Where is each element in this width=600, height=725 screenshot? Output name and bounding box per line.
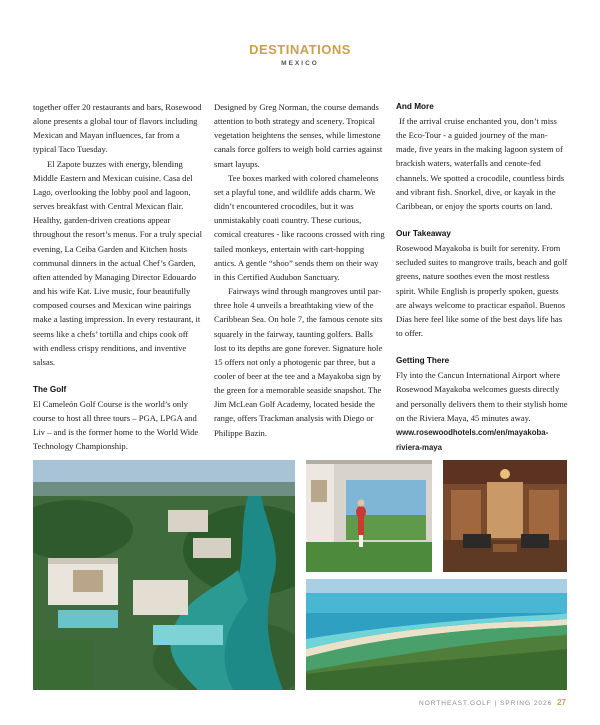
- resort-website-link[interactable]: www.rosewoodhotels.com/en/mayakoba-riviera-maya: [396, 427, 549, 452]
- issue-date: SPRING 2026: [500, 700, 553, 707]
- paragraph: El Cameleón Golf Course is the world’s only course to host all three tours – PGA, LPGA and Liv – and is the former home to the World Wide Technology Championship.: [33, 398, 199, 452]
- heading-the-golf: The Golf: [33, 384, 67, 394]
- heading-getting-there: Getting There: [396, 356, 450, 366]
- coastline-aerial-photo: [306, 579, 567, 690]
- resort-aerial-photo: [33, 460, 295, 690]
- text-column-2: [214, 100, 386, 440]
- footer-separator: |: [494, 700, 498, 707]
- page-number: 27: [557, 698, 566, 707]
- text-column-3: [396, 100, 568, 455]
- golf-academy-photo: [306, 460, 432, 572]
- heading-and-more: And More: [396, 102, 434, 111]
- paragraph: Rosewood Mayakoba is built for serenity. From secluded suites to mangrove trails, beach and golf greens, nature soothes even the most restless spirit. While English is properly spoken, guests are always welcome to practicar español. Buenos Días here feel like some of the best days life has to offer.: [396, 243, 568, 339]
- heading-our-takeaway: Our Takeaway: [396, 229, 451, 239]
- page-footer: [419, 698, 566, 707]
- paragraph: Designed by Greg Norman, the course demands attention to both strategy and scenery. Tropical vegetation heightens the senses, while limestone canals force golfers to weigh bold carries against smart layups.: [214, 102, 383, 169]
- section-title: DESTINATIONS: [249, 42, 351, 57]
- text-column-1: [33, 100, 205, 454]
- section-subtitle: MEXICO: [281, 60, 319, 67]
- paragraph: If the arrival cruise enchanted you, don’t miss the Eco-Tour - a guided journey of the man-made, five years in the making lagoon system of brackish waters, waterfalls and cenote-fed channels. We spotted a crocodile, countless birds and vibrant fish. Snorkel, dive, or kayak in the Caribbean, or enjoy the sports courts on land.: [396, 116, 565, 211]
- paragraph: El Zapote buzzes with energy, blending Middle Eastern and Mexican cuisine. Casa del Lago, overlooking the lobby pool and lagoon, serves breakfast with Central Mexican flair. Healthy, garden-driven creations appear throughout the resort’s menus. For a truly special evening, La Ceiba Garden and Kitchen hosts communal dinners in the actual Chef’s Garden, often attended by Managing Director Edouardo and his wife Kat. Live music, four beautifully composed courses and Mexican wine pairings make a lasting impression. In every restaurant, it seems like a chefs’ tortilla and chips cook off with endless crispy renditions, and inventive salsas.: [33, 158, 202, 367]
- paragraph-text: Fly into the Cancun International Airport where Rosewood Mayakoba welcomes guests directly and personally delivers them to their stylish home on the Riviera Maya, 45 minutes away.: [396, 370, 568, 423]
- publication-name: NORTHEAST.GOLF: [419, 700, 492, 707]
- paragraph: [396, 368, 568, 455]
- paragraph: Tee boxes marked with colored chameleons set a playful tone, and wildlife adds charm. We didn’t encountered crocodiles, but it was unmistakably coati country. These curious, comical creatures - like racoons crossed with ring tailed monkeys, entertain with cart-hopping antics. A gentle “shoo” sends them on their way in this Certified Audubon Sanctuary.: [214, 172, 385, 282]
- restaurant-interior-photo: [443, 460, 567, 572]
- paragraph: together offer 20 restaurants and bars, Rosewood alone presents a global tour of flavors including Mexican and Mayan influences, far from a typical Taco Tuesday.: [33, 102, 202, 155]
- paragraph: Fairways wind through mangroves until par-three hole 4 unveils a breathtaking view of the Caribbean Sea. On hole 7, the famous cenote sits squarely in the fairway, taunting golfers. Balls lost to its depths are gone forever. Signature hole 15 offers not only a photogenic par three, but a cooler of beer at the tee and a Mayakoba sign by the green for a memorable seaside snapshot. The Jim McLean Golf Academy, located beside the range, offers Trackman analysis with Diego or Philippe Bazin.: [214, 286, 383, 438]
